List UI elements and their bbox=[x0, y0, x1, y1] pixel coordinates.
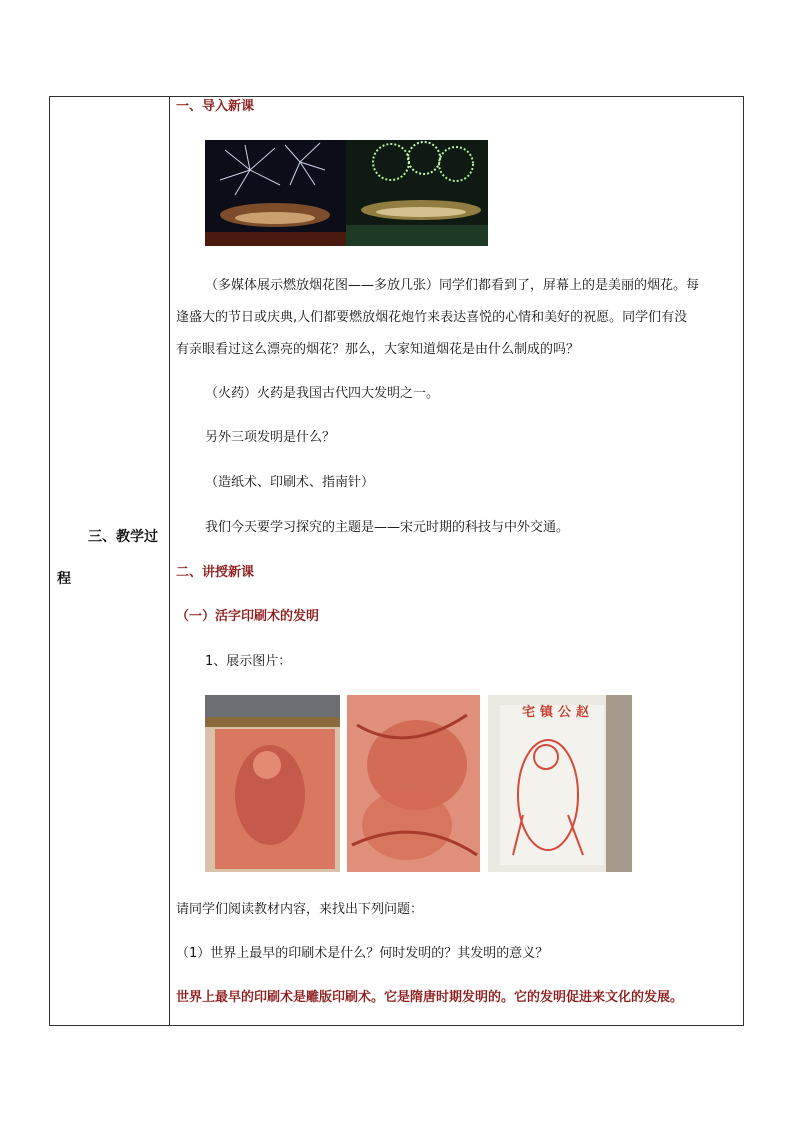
section1-para2: （火药）火药是我国古代四大发明之一。 bbox=[205, 386, 440, 401]
section1-para3: 另外三项发明是什么？ bbox=[205, 430, 336, 445]
section1-para1-line3: 有亲眼看过这么漂亮的烟花？那么，大家知道烟花是由什么制成的吗？ bbox=[176, 342, 580, 357]
fireworks-photo-1 bbox=[205, 140, 346, 246]
section1-para5: 我们今天要学习探究的主题是——宋元时期的科技与中外交通。 bbox=[205, 520, 570, 535]
section1-para1-line1: （多媒体展示燃放烟花图——多放几张）同学们都看到了，屏幕上的是美丽的烟花。每 bbox=[205, 278, 700, 293]
section2-subheading: （一）活字印刷术的发明 bbox=[176, 609, 320, 624]
column-divider bbox=[169, 96, 170, 1026]
fireworks-photo-2 bbox=[346, 140, 488, 246]
answer-1: 世界上最早的印刷术是雕版印刷术。它是隋唐时期发明的。它的发明促进来文化的发展。 bbox=[176, 990, 684, 1005]
left-label-line1: 三、教学过 bbox=[88, 529, 158, 545]
section2-heading: 二、讲授新课 bbox=[176, 565, 255, 580]
woodblock-photo-1 bbox=[205, 695, 340, 872]
section1-heading: 一、导入新课 bbox=[176, 99, 255, 114]
question-1: （1）世界上最早的印刷术是什么？何时发明的？其发明的意义？ bbox=[176, 946, 549, 961]
left-label-line2: 程 bbox=[57, 571, 71, 587]
show-images-label: 1、展示图片： bbox=[205, 654, 292, 669]
section1-para1-line2: 逢盛大的节日或庆典,人们都要燃放烟花炮竹来表达喜悦的心情和美好的祝愿。同学们有没 bbox=[176, 310, 688, 325]
woodblock-photo-2 bbox=[347, 695, 480, 872]
read-prompt: 请同学们阅读教材内容，来找出下列问题： bbox=[176, 902, 424, 917]
print-seal-text: 宅镇公赵 bbox=[522, 705, 595, 720]
section1-para4: （造纸术、印刷术、指南针） bbox=[205, 475, 375, 490]
print-photo bbox=[488, 695, 632, 872]
